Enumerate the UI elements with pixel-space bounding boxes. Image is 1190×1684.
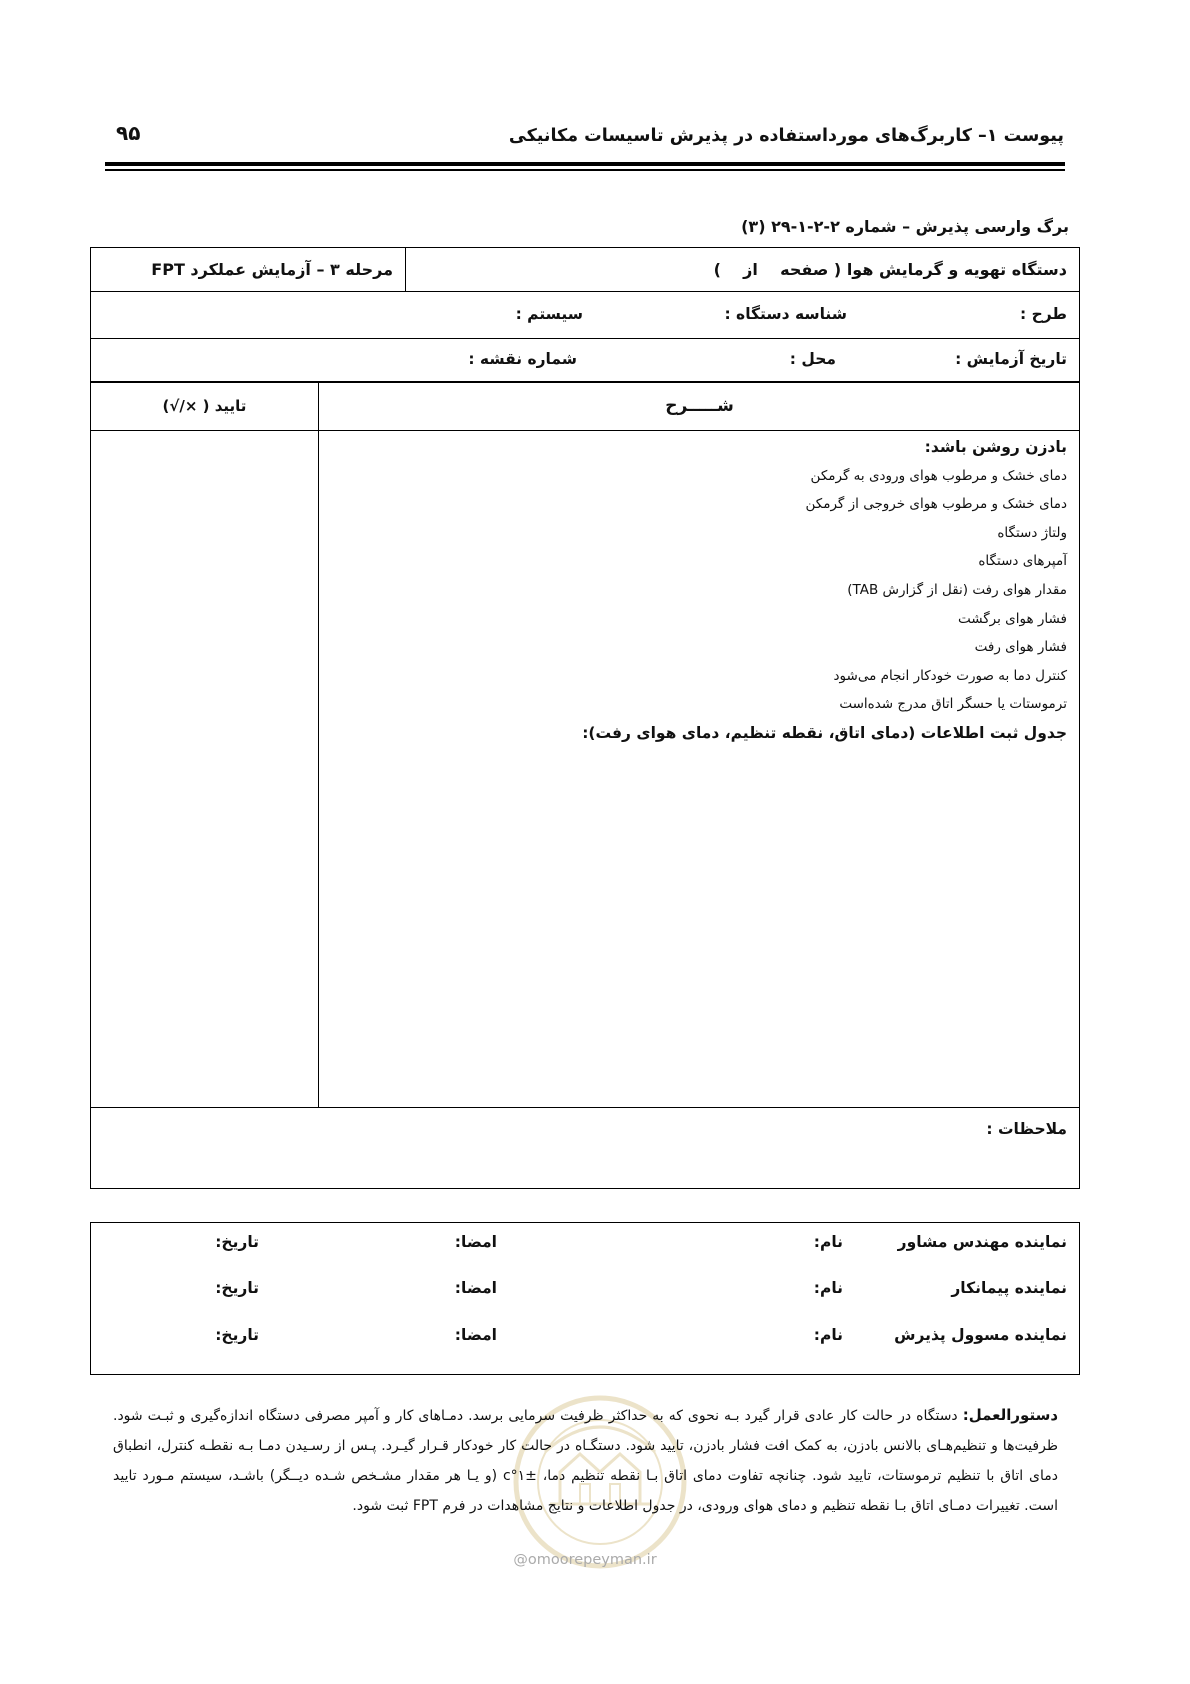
drawing-number-label: شماره نقشه : [468, 350, 577, 368]
column-divider [318, 383, 319, 1107]
header-rule-thick [105, 162, 1065, 166]
instructions [113, 1400, 1058, 1521]
name-label: نام: [813, 1326, 843, 1344]
checklist-body [331, 433, 1067, 748]
checklist-item: ولتاژ دستگاه [997, 524, 1067, 541]
info-row-test-date [91, 338, 1079, 381]
date-label: تاریخ: [215, 1279, 259, 1297]
checklist-item: مقدار هوای رفت (نقل از گزارش TAB) [847, 581, 1067, 598]
info-row-project [91, 291, 1079, 338]
page-number: ۹۵ [116, 121, 141, 145]
checklist-item: کنترل دما به صورت خودکار انجام می‌شود [833, 667, 1067, 684]
name-label: نام: [813, 1233, 843, 1251]
signature-box [90, 1222, 1080, 1375]
checklist-item: فشار هوای برگشت [957, 610, 1067, 627]
instructions-text: دستگاه در حالت کار عادی قرار گیرد بـه نحوی که به حداکثر ظرفیت سرمایی برسد. دمـاهای کار و آمپر مصرفی دستگاه اندازه‌گیری و ثبـت شود. ظرفیت‌ها و تنظیم‌هـای بالانس بادزن، به کمک افت فشار بادزن، تایید شود. دستگـاه در حالت کار خودکار قـرار گیـرد. پـس از رسـیدن دمـا بـه نقطـه کنترل، انطباق دمای اتاق با تنظیم ترموستات، تایید شود. چنانچه تفاوت دمای اتاق بـا نقطه تنظیم دما، ±۱°c (و یـا هر مقدار مشـخص شـده دیــگر) باشـد، سیستم مـورد تایید است. تغییرات دمـای اتاق بـا نقطه تنظیم و دمای هوای ورودی، در جدول اطلاعات و نتایج مشاهدات در فرم FPT ثبت شود. [113, 1408, 1058, 1514]
signature-row [91, 1227, 1079, 1257]
checklist-table [90, 381, 1080, 1189]
instructions-label: دستورالعمل: [962, 1406, 1059, 1424]
log-table-title: جدول ثبت اطلاعات (دمای اتاق، نقطه تنظیم، دمای هوای رفت): [582, 723, 1067, 742]
form-title: برگ وارسی پذیرش – شماره ۲-۲-۱-۲۹ (۳) [741, 217, 1069, 236]
checklist-item: دمای خشک و مرطوب هوای ورودی به گرمکن [810, 467, 1067, 484]
role-label: نماینده مسوول پذیرش [894, 1326, 1067, 1344]
checklist-item: ترموستات یا حسگر اتاق مدرج شده‌است [839, 696, 1067, 713]
section-title: بادزن روشن باشد: [924, 438, 1067, 456]
page-header-title: پیوست ۱– کاربرگ‌های مورداستفاده در پذیرش تاسیسات مکانیکی [508, 126, 1064, 146]
approval-header: تایید ( ×/√) [162, 397, 247, 415]
signature-row [91, 1273, 1079, 1303]
sign-label: امضا: [454, 1233, 497, 1251]
role-label: نماینده پیمانکار [951, 1279, 1067, 1297]
location-label: محل : [789, 350, 836, 368]
info-box [90, 247, 1080, 383]
notes-divider [91, 1107, 1079, 1108]
sign-label: امضا: [454, 1326, 497, 1344]
system-label: سیستم : [515, 305, 583, 323]
checklist-item: آمپرهای دستگاه [978, 553, 1067, 570]
header-rule-thin [105, 169, 1065, 171]
date-label: تاریخ: [215, 1326, 259, 1344]
project-label: طرح : [1019, 305, 1067, 323]
notes-label: ملاحظات : [986, 1120, 1067, 1138]
signature-row [91, 1320, 1079, 1350]
watermark-url: @omoorepeyman.ir [513, 1552, 657, 1568]
stage-label: مرحله ۳ – آزمایش عملکرد FPT [91, 248, 406, 291]
role-label: نماینده مهندس مشاور [897, 1233, 1067, 1251]
sign-label: امضا: [454, 1279, 497, 1297]
name-label: نام: [813, 1279, 843, 1297]
date-label: تاریخ: [215, 1233, 259, 1251]
equipment-title: دستگاه تهویه و گرمایش هوا ( صفحه از ) [713, 260, 1067, 279]
info-row-equipment [91, 248, 1079, 291]
description-header: شـــــرح [665, 396, 734, 416]
header-divider [91, 430, 1079, 431]
checklist-item: فشار هوای رفت [974, 639, 1067, 656]
test-date-label: تاریخ آزمایش : [955, 350, 1067, 368]
checklist-item: دمای خشک و مرطوب هوای خروجی از گرمکن [805, 496, 1067, 513]
device-id-label: شناسه دستگاه : [724, 305, 847, 323]
